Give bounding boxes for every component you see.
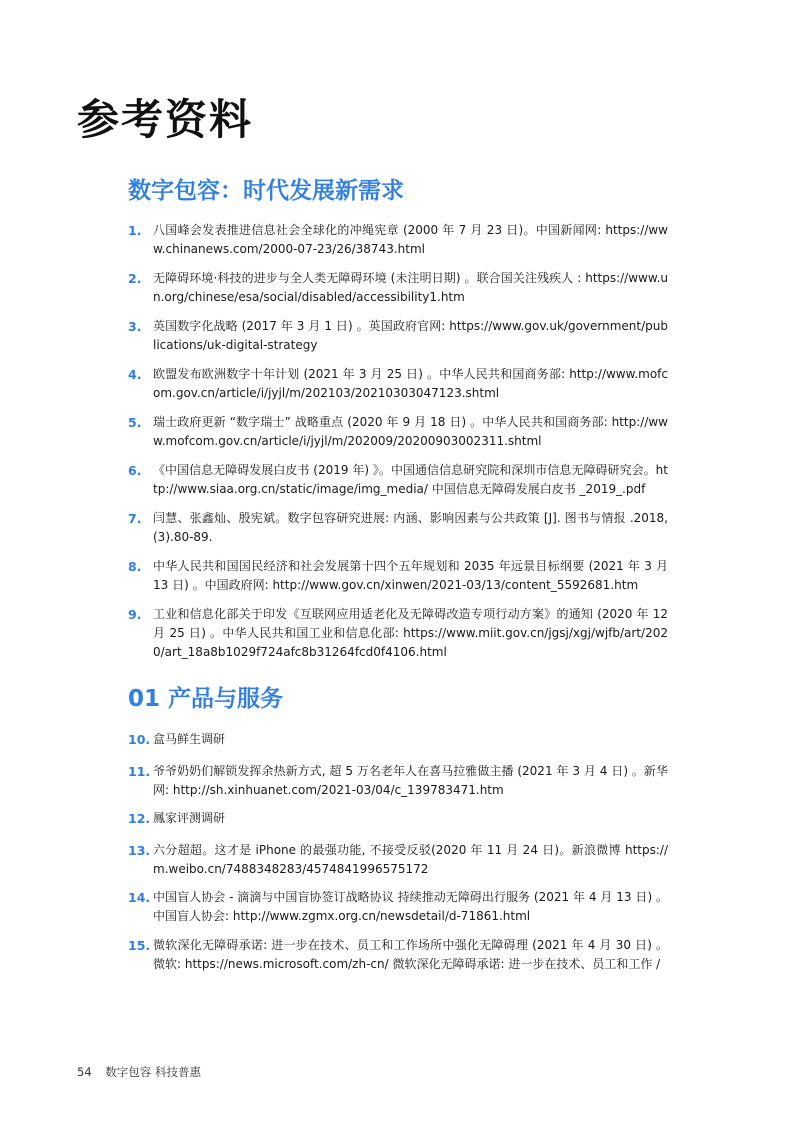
- reference-text: 闫慧、张鑫灿、殷宪斌。数字包容研究进展: 内涵、影响因素与公共政策 [J]. 图书与情报 .2018,(3).80-89.: [153, 511, 668, 544]
- reference-text: 英国数字化战略 (2017 年 3 月 1 日) 。英国政府官网: https://www.gov.uk/government/publications/uk-digital-strategy: [153, 319, 668, 352]
- reference-number: 7.: [128, 511, 142, 526]
- reference-item: [128, 605, 668, 662]
- reference-text: 中国盲人协会 - 滴滴与中国盲协签订战略协议 持续推动无障碍出行服务 (2021 年 4 月 13 日) 。中国盲人协会: http://www.zgmx.org.cn/newsdetail/d-71861.html: [153, 890, 668, 923]
- reference-item: [128, 557, 668, 595]
- reference-number: 14.: [128, 890, 151, 905]
- reference-item: [128, 509, 668, 547]
- reference-item: [128, 936, 668, 974]
- reference-text: 鳳家评测调研: [153, 811, 226, 825]
- publication-title: 数字包容 科技普惠: [105, 1065, 201, 1079]
- reference-item: [128, 888, 668, 926]
- reference-number: 2.: [128, 271, 142, 286]
- reference-item: [128, 365, 668, 403]
- reference-item: [128, 809, 668, 828]
- reference-number: 8.: [128, 559, 142, 574]
- reference-number: 10.: [128, 732, 151, 747]
- reference-number: 12.: [128, 811, 151, 826]
- reference-text: 欧盟发布欧洲数字十年计划 (2021 年 3 月 25 日) 。中华人民共和国商务部: http://www.mofcom.gov.cn/article/i/jyjl/m/202103/20210303047123.shtml: [153, 367, 668, 400]
- reference-text: 无障碍环境·科技的进步与全人类无障碍环境 (未注明日期) 。联合国关注残疾人 : https://www.un.org/chinese/esa/social/disabled/accessibility1.htm: [153, 271, 668, 304]
- reference-text: 工业和信息化部关于印发《互联网应用适老化及无障碍改造专项行动方案》的通知 (2020 年 12 月 25 日) 。中华人民共和国工业和信息化部: https://www.miit.gov.cn/jgsj/xgj/wjfb/art/2020/art_18a8b1029f724afc8b31264fcd0f4106.html: [153, 607, 668, 659]
- reference-item: [128, 461, 668, 499]
- reference-number: 3.: [128, 319, 142, 334]
- reference-item: [128, 413, 668, 451]
- reference-text: 微软深化无障碍承诺: 进一步在技术、员工和工作场所中强化无障碍理 (2021 年 4 月 30 日) 。微软: https://news.microsoft.com/zh-cn/ 微软深化无障碍承诺: 进一步在技术、员工和工作 /: [153, 938, 668, 971]
- reference-number: 13.: [128, 843, 151, 858]
- reference-item: [128, 317, 668, 355]
- reference-text: 《中国信息无障碍发展白皮书 (2019 年) 》。中国通信信息研究院和深圳市信息无障碍研究会。http://www.siaa.org.cn/static/image/img_media/ 中国信息无障碍发展白皮书 _2019_.pdf: [153, 463, 668, 496]
- page-footer: [77, 1064, 211, 1080]
- page-number: 54: [77, 1065, 92, 1079]
- reference-number: 5.: [128, 415, 142, 430]
- reference-number: 15.: [128, 938, 151, 953]
- reference-number: 1.: [128, 223, 142, 238]
- reference-text: 六分超超。这才是 iPhone 的最强功能, 不接受反驳(2020 年 11 月 24 日)。新浪微博 https://m.weibo.cn/7488348283/4574841996575172: [153, 843, 668, 876]
- reference-item: [128, 221, 668, 259]
- reference-number: 4.: [128, 367, 142, 382]
- reference-item: [128, 841, 668, 879]
- page-title: 参考资料: [77, 95, 254, 144]
- section-heading: 数字包容：时代发展新需求: [128, 178, 404, 204]
- reference-item: [128, 269, 668, 307]
- reference-item: [128, 762, 668, 800]
- reference-number: 11.: [128, 764, 151, 779]
- reference-text: 中华人民共和国国民经济和社会发展第十四个五年规划和 2035 年远景目标纲要 (2021 年 3 月 13 日) 。中国政府网: http://www.gov.cn/xinwen/2021-03/13/content_5592681.htm: [153, 559, 668, 592]
- reference-text: 爷爷奶奶们解锁发挥余热新方式, 超 5 万名老年人在喜马拉雅做主播 (2021 年 3 月 4 日) 。新华网: http://sh.xinhuanet.com/2021-03/04/c_139783471.htm: [153, 764, 668, 797]
- section-heading: 01 产品与服务: [128, 686, 284, 712]
- reference-number: 9.: [128, 607, 142, 622]
- reference-text: 八国峰会发表推进信息社会全球化的冲绳宪章 (2000 年 7 月 23 日)。中国新闻网: https://www.chinanews.com/2000-07-23/26/38743.html: [153, 223, 668, 256]
- reference-text: 盒马鲜生调研: [153, 732, 226, 746]
- reference-text: 瑞士政府更新 “数字瑞士” 战略重点 (2020 年 9 月 18 日) 。中华人民共和国商务部: http://www.mofcom.gov.cn/article/i/jyjl/m/202009/20200903002311.shtml: [153, 415, 668, 448]
- reference-item: [128, 730, 668, 749]
- reference-number: 6.: [128, 463, 142, 478]
